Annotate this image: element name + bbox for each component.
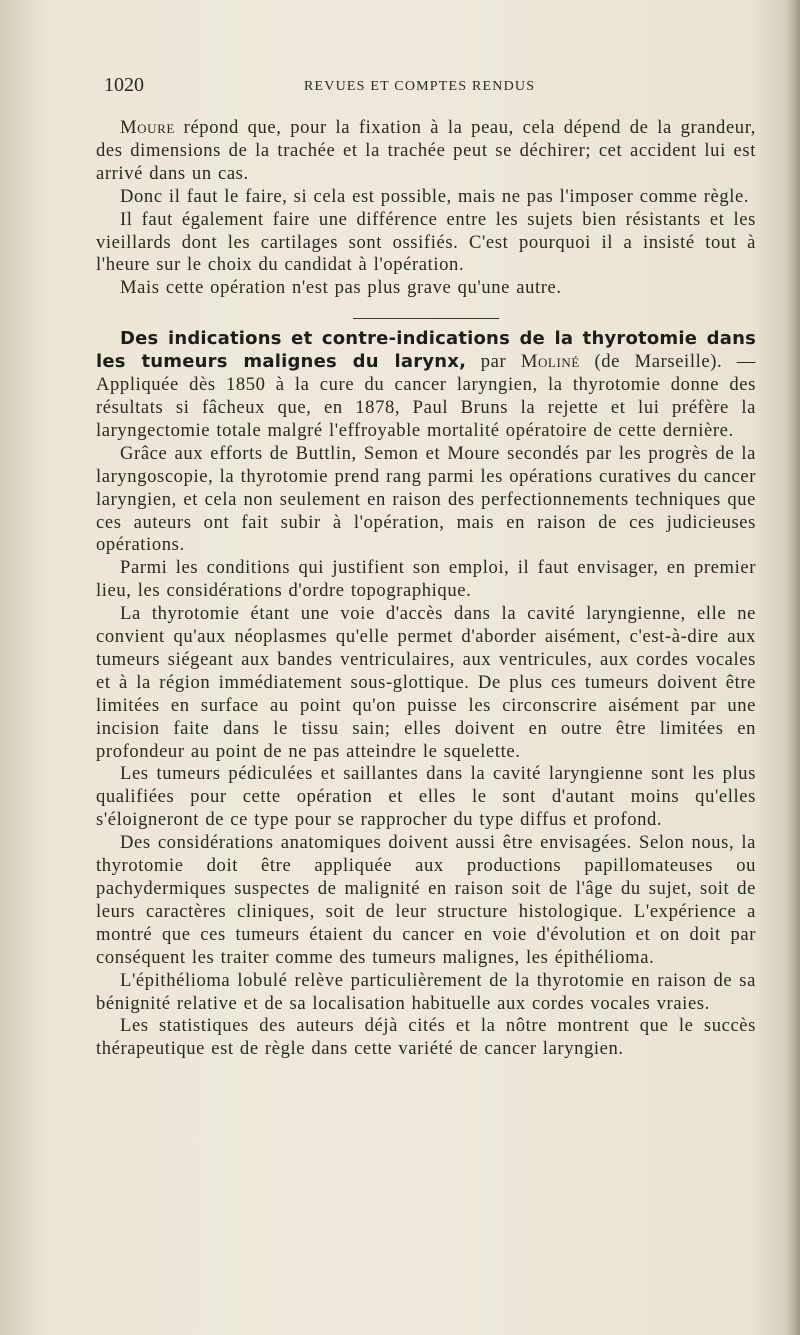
paragraph: Donc il faut le faire, si cela est possible, mais ne pas l'imposer comme règle.	[120, 185, 750, 207]
section-divider	[353, 318, 499, 319]
article-by: par	[466, 351, 521, 373]
article-lead-text: (de Marseille). — Appliquée dès 1850 à la cure du cancer laryngien, la thyrotomie donne des résultats si fâcheux que, en 1878, Paul Bruns la rejette et lui préfère la laryngectomie totale malgré l'effroyable mortalité opératoire de cette dernière.	[96, 351, 757, 441]
paragraph: La thyrotomie étant une voie d'accès dans la cavité laryngienne, elle ne convient qu'aux néoplasmes qu'elle permet d'aborder aisément, c'est-à-dire aux tumeurs siégeant aux bandes ventriculaires, aux ventricules, aux cordes vocales et à la région immédiatement sous-glottique. De plus ces tumeurs doivent être limitées en surface au point qu'on puisse les circonscrire aisément par une incision faite dans le tissu sain; elles doivent en outre être limitées en profondeur au point de ne pas atteindre le squelette.	[96, 603, 756, 762]
paragraph: Mais cette opération n'est pas plus grave qu'une autre.	[120, 277, 562, 299]
paragraph: Grâce aux efforts de Buttlin, Semon et Moure secondés par les progrès de la laryngoscopie, la thyrotomie prend rang parmi les opérations curatives du cancer laryngien, et cela non seulement en raison des perfectionnements techniques que ces auteurs ont fait subir à l'opération, mais en raison de ces judicieuses opérations.	[96, 442, 756, 556]
article-title: Des indications et contre-indications de la thyrotomie dans les tumeurs malignes du larynx,	[96, 328, 756, 373]
paragraph: Les tumeurs pédiculées et saillantes dans la cavité laryngienne sont les plus qualifiées pour cette opération et elles le sont d'autant moins qu'elles s'éloigneront de ce type pour se rapprocher du type diffus et profond.	[96, 763, 756, 831]
paragraph-moure-reply	[96, 117, 756, 186]
body-text	[96, 117, 756, 1061]
paragraph: Des considérations anatomiques doivent aussi être envisagées. Selon nous, la thyrotomie doit être appliquée aux productions papillomateuses ou pachydermiques suspectes de malignité en raison soit de l'âge du sujet, soit de leurs caractères cliniques, soit de leur structure histologique. L'expérience a montré que ces tumeurs étaient du cancer en voie d'évolution et on doit par conséquent les traiter comme des tumeurs malignes, les épithélioma.	[96, 832, 756, 968]
speaker-name: Moure	[120, 117, 175, 138]
paragraph-text: répond que, pour la fixation à la peau, cela dépend de la grandeur, des dimensions de la trachée et la trachée peut se déchirer; cet accident lui est arrivé dans un cas.	[96, 117, 756, 184]
page-edge-shadow	[786, 0, 800, 1335]
paragraph: L'épithélioma lobulé relève particulièrement de la thyrotomie en raison de sa bénignité relative et de sa localisation habituelle aux cordes vocales vraies.	[96, 969, 756, 1014]
running-title: REVUES ET COMPTES RENDUS	[304, 79, 536, 94]
paragraph: Les statistiques des auteurs déjà cités et la nôtre montrent que le succès thérapeutique est de règle dans cette variété de cancer laryngien.	[96, 1015, 756, 1060]
page-number: 1020	[104, 74, 144, 96]
article-author: Moliné	[520, 351, 580, 373]
paragraph: Parmi les conditions qui justifient son emploi, il faut envisager, en premier lieu, les considérations d'ordre topographique.	[96, 557, 756, 602]
article-lead-paragraph	[96, 328, 756, 443]
paragraph: Il faut également faire une différence entre les sujets bien résistants et les vieillards dont les cartilages sont ossifiés. C'est pourquoi il a insisté tout à l'heure sur le choix du candidat à l'opération.	[96, 208, 756, 276]
running-head	[104, 74, 758, 102]
